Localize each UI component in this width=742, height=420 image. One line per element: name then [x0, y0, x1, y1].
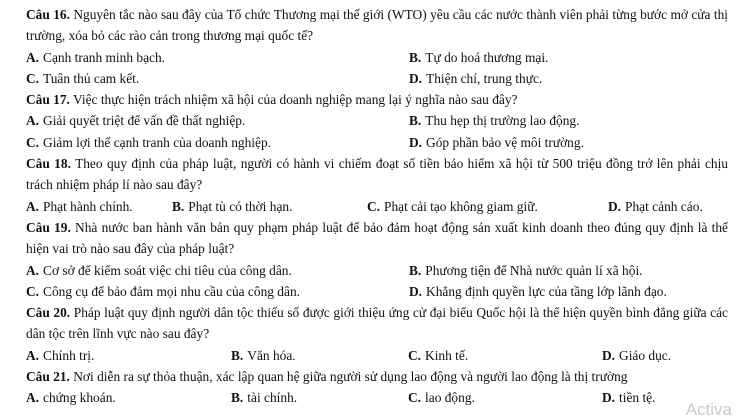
question-text: Nguyên tắc nào sau đây của Tổ chức Thương mại thế giới (WTO) yêu cầu các nước thành viên phải từng bước mở cửa thị trường, xóa bỏ các rào cản trong thương mại quốc tế?: [26, 7, 728, 44]
option-a: [26, 260, 409, 281]
option-label: D.: [409, 70, 423, 86]
option-text: Giáo dục.: [619, 347, 672, 363]
option-d: [602, 387, 655, 408]
option-text: Giảm lợi thế cạnh tranh của doanh nghiệp.: [43, 134, 271, 150]
question-text: Nơi diễn ra sự thỏa thuận, xác lập quan hệ giữa người sử dụng lao động và người lao động là thị trường: [73, 369, 628, 385]
question-stem: [26, 217, 728, 260]
option-label: C.: [408, 347, 422, 363]
option-d: [602, 345, 671, 366]
question-17: [26, 89, 728, 153]
option-label: D.: [602, 347, 616, 363]
option-text: Tuân thủ cam kết.: [43, 70, 140, 86]
option-c: [408, 345, 602, 366]
option-text: Phạt cải tạo không giam giữ.: [384, 198, 538, 214]
option-d: [409, 132, 584, 153]
question-label: Câu 19.: [26, 219, 71, 235]
question-20: [26, 302, 728, 366]
options-row: [26, 47, 728, 68]
option-b: [172, 196, 367, 217]
option-c: [26, 68, 409, 89]
question-19: [26, 217, 728, 302]
question-stem: [26, 366, 728, 387]
options-row: [26, 196, 728, 217]
option-label: D.: [409, 283, 423, 299]
option-label: A.: [26, 113, 40, 129]
option-text: Phương tiện để Nhà nước quản lí xã hội.: [425, 262, 643, 278]
question-stem: [26, 4, 728, 47]
option-text: Văn hóa.: [247, 347, 296, 363]
option-text: Phạt hành chính.: [43, 198, 133, 214]
option-d: [409, 281, 667, 302]
question-label: Câu 16.: [26, 7, 70, 22]
option-label: C.: [26, 283, 40, 299]
option-label: B.: [409, 262, 422, 278]
option-text: Góp phần bảo vệ môi trường.: [426, 134, 584, 150]
option-label: D.: [409, 134, 423, 150]
option-label: B.: [409, 49, 422, 65]
option-a: [26, 110, 409, 131]
options-row: [26, 345, 728, 366]
option-text: Cạnh tranh minh bạch.: [43, 49, 166, 65]
option-c: [26, 132, 409, 153]
option-label: C.: [367, 198, 381, 214]
option-b: [231, 387, 408, 408]
option-text: Khẳng định quyền lực của tầng lớp lãnh đạo.: [426, 283, 667, 299]
option-c: [408, 387, 602, 408]
option-text: lao động.: [425, 390, 475, 406]
option-label: C.: [26, 70, 40, 86]
options-row: [26, 68, 728, 89]
option-label: A.: [26, 49, 40, 65]
option-text: Phạt tù có thời hạn.: [188, 198, 293, 214]
option-label: D.: [608, 198, 622, 214]
options-row: [26, 110, 728, 131]
option-label: A.: [26, 262, 40, 278]
question-text: Nhà nước ban hành văn bản quy phạm pháp luật để bảo đảm hoạt động sản xuất kinh doanh theo đúng quy định là thể hiện vai trò nào sau đây của pháp luật?: [26, 219, 729, 257]
option-c: [367, 196, 608, 217]
question-label: Câu 21.: [26, 369, 70, 385]
option-a: [26, 345, 231, 366]
option-text: Thiện chí, trung thực.: [426, 70, 543, 86]
question-21: [26, 366, 728, 409]
question-stem: [26, 302, 728, 345]
options-row: [26, 387, 728, 408]
option-b: [409, 110, 579, 131]
question-stem: [26, 89, 728, 110]
question-stem: [26, 153, 728, 196]
option-text: tiền tệ.: [619, 390, 656, 406]
option-b: [231, 345, 408, 366]
activation-watermark: Activa: [685, 400, 732, 419]
options-row: [26, 132, 728, 153]
option-text: Tự do hoá thương mại.: [425, 49, 549, 65]
options-row: [26, 260, 728, 281]
option-label: A.: [26, 198, 40, 214]
option-d: [409, 68, 542, 89]
option-c: [26, 281, 409, 302]
option-d: [608, 196, 703, 217]
option-label: B.: [231, 347, 244, 363]
option-label: B.: [231, 390, 244, 406]
option-text: Chính trị.: [43, 347, 95, 363]
question-text: Pháp luật quy định người dân tộc thiểu số được giới thiệu ứng cử đại biểu Quốc hội là thể hiện quyền bình đẳng giữa các dân tộc trên lĩnh vực nào sau đây?: [26, 305, 728, 342]
option-text: Công cụ để bảo đảm mọi nhu cầu của công dân.: [43, 283, 300, 299]
option-a: [26, 47, 409, 68]
options-row: [26, 281, 728, 302]
option-b: [409, 47, 548, 68]
option-a: [26, 387, 231, 408]
question-label: Câu 18.: [26, 156, 71, 172]
option-text: Thu hẹp thị trường lao động.: [425, 113, 580, 129]
question-18: [26, 153, 728, 217]
option-text: Giải quyết triệt để vấn đề thất nghiệp.: [43, 113, 246, 129]
question-label: Câu 17.: [26, 92, 70, 108]
option-a: [26, 196, 172, 217]
option-text: Kinh tế.: [425, 347, 469, 363]
option-label: C.: [26, 134, 40, 150]
option-text: Phạt cảnh cáo.: [625, 198, 703, 214]
option-b: [409, 260, 643, 281]
option-label: C.: [408, 390, 422, 406]
option-label: A.: [26, 390, 40, 406]
option-text: chứng khoán.: [43, 390, 116, 406]
question-text: Việc thực hiện trách nhiệm xã hội của doanh nghiệp mang lại ý nghĩa nào sau đây?: [73, 92, 518, 108]
question-text: Theo quy định của pháp luật, người có hành vi chiếm đoạt số tiền bảo hiểm xã hội từ 500 triệu đồng trở lên phải chịu trách nhiệm pháp lí nào sau đây?: [26, 156, 728, 193]
option-label: B.: [409, 113, 422, 129]
option-label: A.: [26, 347, 40, 363]
question-16: [26, 4, 728, 89]
option-text: tài chính.: [247, 390, 298, 406]
option-label: B.: [172, 198, 185, 214]
option-label: D.: [602, 390, 616, 406]
question-label: Câu 20.: [26, 305, 71, 321]
option-text: Cơ sở để kiểm soát việc chi tiêu của công dân.: [43, 262, 292, 278]
